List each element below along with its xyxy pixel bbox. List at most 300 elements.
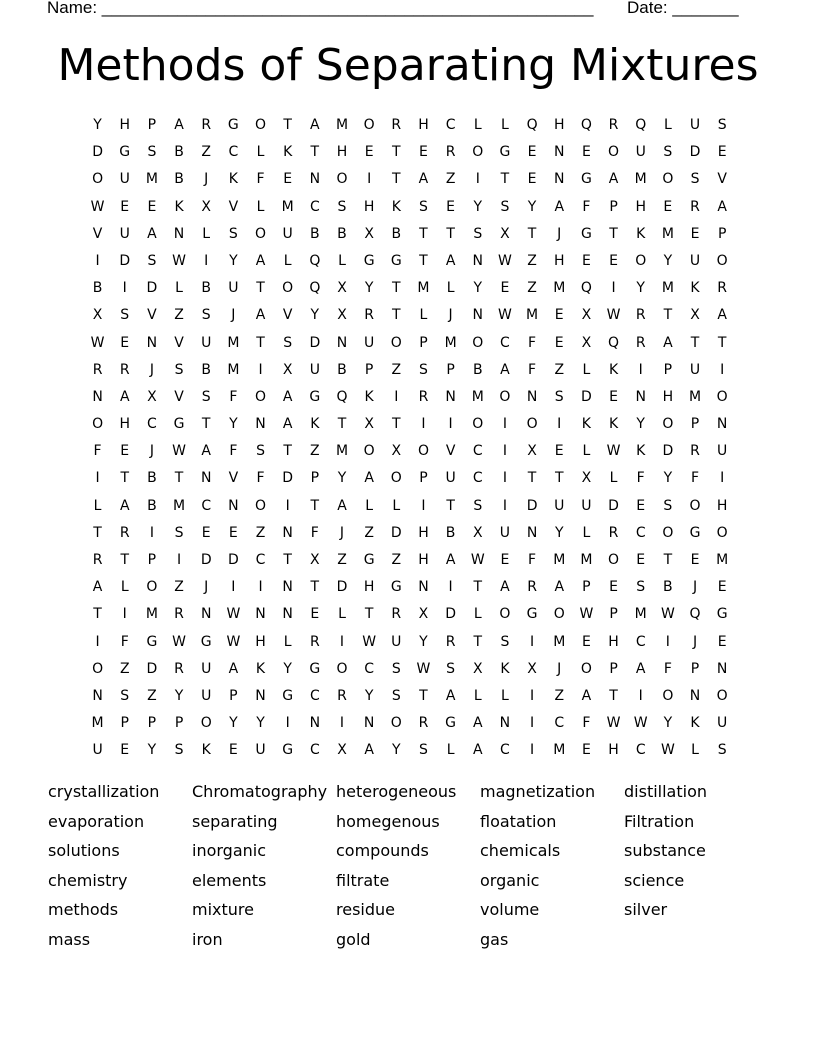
grid-letter: H: [662, 388, 674, 405]
grid-letter: I: [557, 416, 562, 433]
grid-letter: M: [661, 280, 674, 297]
grid-letter: F: [528, 552, 537, 568]
grid-letter: T: [419, 225, 428, 242]
word-list-item: inorganic: [192, 841, 267, 861]
grid-letter: X: [472, 660, 483, 677]
grid-letter: U: [391, 633, 402, 650]
grid-letter: T: [283, 117, 292, 133]
grid-letter: E: [636, 552, 646, 568]
grid-letter: J: [149, 361, 154, 378]
grid-letter: E: [609, 388, 618, 405]
grid-letter: T: [310, 579, 320, 596]
grid-letter: T: [527, 470, 537, 487]
grid-letter: P: [364, 361, 374, 378]
grid-letter: J: [557, 660, 562, 677]
grid-letter: U: [282, 225, 293, 242]
grid-letter: A: [663, 334, 673, 351]
grid-letter: X: [581, 307, 592, 324]
grid-letter: J: [339, 524, 345, 541]
grid-letter: E: [120, 742, 130, 759]
grid-letter: G: [689, 524, 701, 541]
grid-letter: A: [500, 579, 510, 596]
grid-letter: K: [201, 742, 211, 759]
grid-letter: G: [282, 742, 294, 759]
grid-letter: R: [635, 334, 646, 351]
grid-letter: Z: [364, 524, 374, 541]
grid-letter: Y: [229, 252, 238, 269]
grid-letter: G: [390, 579, 402, 596]
grid-letter: L: [419, 307, 428, 324]
grid-letter: T: [174, 470, 184, 487]
grid-letter: L: [256, 144, 265, 161]
grid-letter: P: [147, 117, 157, 133]
grid-letter: H: [363, 198, 375, 215]
grid-row: [84, 112, 736, 139]
grid-letter: E: [581, 742, 591, 759]
grid-letter: Z: [554, 687, 565, 704]
word-list: [48, 777, 778, 955]
grid-letter: G: [580, 171, 592, 188]
grid-letter: X: [391, 443, 402, 460]
grid-letter: L: [256, 198, 265, 215]
grid-letter: N: [146, 334, 158, 351]
grid-letter: I: [638, 361, 643, 378]
grid-letter: M: [417, 280, 430, 297]
grid-letter: L: [609, 470, 618, 487]
grid-letter: I: [285, 497, 290, 514]
grid-row: [84, 737, 736, 764]
grid-letter: S: [636, 579, 646, 596]
grid-letter: T: [283, 443, 292, 460]
grid-letter: B: [310, 225, 320, 242]
grid-letter: E: [147, 198, 157, 215]
grid-letter: I: [176, 552, 182, 568]
grid-letter: C: [364, 660, 375, 677]
grid-letter: R: [690, 198, 700, 215]
grid-letter: R: [201, 117, 212, 133]
grid-letter: R: [445, 144, 456, 161]
grid-letter: W: [226, 606, 241, 623]
grid-letter: E: [500, 552, 510, 568]
grid-letter: T: [473, 633, 483, 650]
grid-letter: B: [445, 524, 456, 541]
grid-letter: K: [255, 660, 266, 677]
grid-letter: I: [530, 687, 535, 704]
grid-letter: Y: [256, 715, 265, 732]
grid-letter: X: [337, 307, 347, 324]
grid-letter: R: [391, 606, 402, 623]
grid-letter: J: [448, 307, 453, 324]
grid-letter: B: [201, 361, 211, 378]
word-list-item: magnetization: [480, 782, 596, 801]
word-list-item: homegenous: [336, 811, 440, 831]
grid-letter: F: [256, 171, 265, 188]
grid-letter: L: [582, 361, 591, 378]
grid-letter: M: [634, 171, 647, 188]
grid-letter: Y: [283, 660, 292, 677]
grid-letter: D: [309, 334, 321, 351]
grid-letter: J: [557, 225, 562, 242]
grid-letter: O: [255, 497, 267, 514]
grid-letter: L: [691, 742, 699, 759]
grid-letter: Y: [147, 742, 157, 759]
grid-letter: N: [309, 715, 321, 732]
grid-letter: B: [472, 361, 483, 378]
grid-letter: L: [663, 117, 672, 133]
grid-letter: G: [390, 252, 402, 269]
grid-letter: O: [255, 388, 267, 405]
grid-letter: Z: [255, 524, 266, 541]
grid-letter: P: [310, 470, 320, 487]
grid-letter: O: [472, 416, 484, 433]
grid-letter: Y: [337, 470, 347, 487]
word-list-item: heterogeneous: [336, 782, 457, 801]
grid-letter: O: [662, 687, 674, 704]
grid-letter: A: [554, 579, 565, 596]
grid-letter: A: [554, 198, 565, 215]
grid-letter: W: [90, 198, 105, 215]
grid-letter: N: [282, 606, 293, 623]
grid-letter: T: [392, 144, 401, 161]
grid-letter: H: [119, 416, 130, 433]
grid-letter: O: [716, 252, 728, 269]
grid-letter: I: [204, 252, 209, 269]
grid-letter: N: [92, 687, 103, 704]
grid-letter: S: [120, 687, 130, 704]
grid-letter: I: [530, 742, 535, 759]
grid-letter: O: [472, 144, 484, 161]
grid-letter: W: [606, 443, 621, 460]
grid-letter: T: [310, 497, 320, 514]
grid-letter: R: [717, 280, 728, 297]
grid-letter: I: [394, 388, 399, 405]
grid-letter: O: [716, 524, 728, 541]
grid-letter: O: [662, 524, 674, 541]
grid-letter: M: [553, 633, 566, 650]
grid-letter: S: [283, 334, 293, 351]
grid-letter: R: [445, 633, 456, 650]
grid-letter: Y: [636, 416, 645, 433]
grid-letter: K: [391, 198, 401, 215]
grid-letter: D: [146, 660, 158, 677]
grid-letter: D: [526, 497, 538, 514]
grid-letter: O: [553, 606, 565, 623]
grid-letter: P: [120, 715, 129, 732]
grid-letter: X: [418, 606, 429, 623]
grid-letter: I: [638, 687, 643, 704]
grid-letter: T: [554, 470, 564, 487]
grid-row: [84, 493, 736, 520]
grid-letter: T: [663, 552, 673, 568]
grid-letter: I: [95, 252, 100, 269]
grid-letter: V: [717, 171, 727, 188]
grid-letter: S: [419, 361, 428, 378]
grid-row: [84, 683, 736, 710]
grid-letter: S: [419, 198, 428, 215]
grid-letter: S: [174, 524, 184, 541]
grid-letter: J: [231, 307, 236, 324]
grid-letter: E: [581, 252, 591, 269]
letter-grid: [84, 112, 736, 765]
grid-letter: Q: [309, 280, 321, 297]
grid-letter: O: [635, 252, 647, 269]
grid-letter: N: [92, 388, 103, 405]
grid-letter: Y: [663, 470, 673, 487]
grid-letter: T: [527, 225, 537, 242]
grid-letter: Y: [364, 280, 374, 297]
grid-letter: N: [499, 715, 511, 732]
grid-letter: A: [472, 715, 483, 732]
grid-letter: O: [390, 334, 402, 351]
grid-letter: M: [634, 606, 647, 623]
grid-letter: J: [692, 579, 698, 596]
word-list-item: chemicals: [480, 841, 561, 861]
grid-letter: U: [201, 660, 212, 677]
grid-letter: N: [309, 171, 321, 188]
grid-letter: N: [418, 579, 429, 596]
grid-letter: P: [609, 198, 618, 215]
grid-letter: U: [309, 361, 320, 378]
grid-letter: Q: [580, 280, 592, 297]
grid-letter: K: [283, 144, 293, 161]
grid-letter: R: [92, 361, 103, 378]
grid-letter: S: [473, 497, 483, 514]
grid-letter: R: [391, 117, 402, 133]
grid-letter: F: [690, 470, 700, 487]
grid-letter: I: [367, 171, 372, 188]
grid-letter: G: [227, 117, 239, 133]
grid-letter: G: [716, 606, 728, 623]
grid-letter: L: [446, 742, 455, 759]
grid-letter: A: [228, 660, 239, 677]
grid-letter: B: [391, 225, 402, 242]
grid-letter: P: [446, 361, 455, 378]
grid-letter: R: [119, 524, 130, 541]
grid-letter: W: [470, 552, 485, 568]
grid-letter: T: [609, 687, 618, 704]
grid-letter: M: [553, 280, 566, 297]
grid-letter: N: [200, 606, 212, 623]
grid-letter: K: [581, 416, 591, 433]
grid-letter: S: [554, 388, 564, 405]
grid-letter: H: [553, 252, 565, 269]
grid-letter: D: [227, 552, 239, 568]
grid-letter: S: [391, 660, 401, 677]
grid-row: [84, 194, 736, 221]
grid-letter: C: [635, 742, 646, 759]
grid-letter: C: [309, 198, 320, 215]
grid-row: [84, 629, 736, 656]
grid-letter: L: [473, 606, 482, 623]
grid-letter: U: [689, 252, 701, 269]
grid-letter: I: [502, 416, 507, 433]
grid-letter: I: [339, 715, 345, 732]
grid-letter: A: [445, 552, 456, 568]
grid-letter: Y: [392, 742, 401, 759]
grid-letter: Z: [310, 443, 320, 460]
grid-letter: U: [228, 280, 239, 297]
grid-letter: L: [501, 117, 509, 133]
grid-letter: Y: [229, 416, 238, 433]
grid-letter: U: [717, 443, 728, 460]
grid-letter: O: [608, 552, 620, 568]
grid-letter: S: [174, 361, 184, 378]
grid-letter: Z: [391, 361, 402, 378]
grid-letter: I: [149, 524, 154, 541]
grid-letter: D: [689, 144, 701, 161]
grid-letter: N: [228, 497, 239, 514]
grid-letter: K: [636, 443, 646, 460]
grid-letter: I: [475, 171, 480, 188]
grid-letter: U: [201, 334, 212, 351]
grid-letter: I: [448, 416, 453, 433]
grid-letter: N: [526, 388, 538, 405]
grid-letter: S: [717, 117, 727, 133]
grid-letter: U: [364, 334, 375, 351]
grid-letter: G: [146, 633, 158, 650]
grid-letter: D: [146, 280, 158, 297]
grid-letter: W: [362, 633, 377, 650]
grid-letter: A: [581, 687, 592, 704]
grid-letter: L: [365, 497, 374, 514]
grid-letter: X: [472, 524, 483, 541]
grid-letter: O: [390, 470, 402, 487]
grid-row: [84, 465, 736, 492]
grid-letter: Y: [229, 715, 238, 732]
grid-row: [84, 574, 736, 601]
grid-letter: K: [690, 280, 700, 297]
grid-letter: K: [690, 715, 700, 732]
grid-letter: O: [92, 660, 104, 677]
grid-letter: R: [635, 307, 646, 324]
grid-letter: Q: [580, 117, 592, 133]
grid-letter: I: [285, 715, 290, 732]
grid-letter: A: [608, 171, 619, 188]
grid-letter: X: [92, 307, 103, 324]
grid-letter: T: [663, 307, 673, 324]
grid-letter: C: [147, 416, 157, 433]
grid-letter: P: [229, 687, 238, 704]
grid-letter: L: [93, 497, 102, 514]
grid-letter: C: [309, 687, 320, 704]
grid-letter: E: [500, 280, 510, 297]
grid-letter: O: [499, 388, 511, 405]
grid-letter: E: [120, 198, 130, 215]
grid-letter: G: [499, 144, 511, 161]
grid-letter: G: [363, 552, 375, 568]
grid-letter: T: [446, 225, 455, 242]
grid-letter: L: [338, 606, 346, 623]
grid-letter: T: [392, 416, 401, 433]
grid-letter: Z: [147, 687, 157, 704]
word-list-item: crystallization: [48, 782, 160, 801]
grid-letter: L: [202, 225, 211, 242]
grid-letter: K: [608, 361, 619, 378]
grid-letter: M: [716, 552, 729, 568]
grid-letter: Q: [635, 117, 647, 133]
word-list-item: organic: [480, 870, 540, 890]
grid-letter: N: [173, 225, 185, 242]
grid-letter: O: [336, 171, 348, 188]
grid-letter: N: [445, 388, 456, 405]
grid-letter: O: [146, 579, 158, 596]
grid-row: [84, 601, 736, 628]
grid-letter: K: [364, 388, 374, 405]
grid-letter: F: [636, 470, 645, 487]
grid-letter: B: [663, 579, 673, 596]
grid-row: [84, 357, 736, 384]
grid-letter: E: [201, 524, 211, 541]
word-list-item: Chromatography: [192, 782, 328, 801]
grid-letter: N: [282, 579, 293, 596]
word-list-item: silver: [624, 900, 668, 920]
grid-letter: X: [282, 361, 293, 378]
grid-letter: U: [689, 117, 701, 133]
grid-letter: O: [662, 171, 674, 188]
grid-letter: D: [662, 443, 674, 460]
grid-letter: G: [200, 633, 212, 650]
grid-letter: J: [692, 633, 698, 650]
grid-letter: S: [256, 443, 265, 460]
grid-letter: E: [419, 144, 428, 161]
grid-letter: I: [720, 470, 725, 487]
grid-letter: D: [200, 552, 212, 568]
grid-letter: E: [717, 633, 727, 650]
grid-letter: B: [337, 361, 347, 378]
grid-letter: F: [93, 443, 102, 460]
grid-letter: A: [255, 252, 266, 269]
grid-letter: A: [119, 497, 130, 514]
grid-letter: M: [661, 225, 674, 242]
grid-letter: M: [335, 443, 349, 460]
grid-letter: A: [472, 742, 483, 759]
grid-letter: W: [226, 633, 241, 650]
grid-letter: I: [95, 470, 100, 487]
grid-row: [84, 166, 736, 193]
grid-letter: T: [690, 334, 700, 351]
grid-letter: W: [579, 606, 594, 623]
grid-letter: S: [337, 198, 347, 215]
grid-letter: X: [337, 742, 347, 759]
grid-letter: W: [172, 252, 186, 269]
grid-letter: O: [580, 660, 592, 677]
grid-letter: W: [660, 742, 675, 759]
grid-row: [84, 330, 736, 357]
word-list-item: mixture: [192, 900, 254, 920]
grid-letter: E: [364, 144, 374, 161]
grid-letter: H: [635, 198, 646, 215]
grid-letter: X: [527, 660, 537, 677]
grid-letter: M: [580, 552, 593, 568]
grid-letter: U: [92, 742, 103, 759]
grid-letter: O: [417, 443, 429, 460]
grid-letter: C: [472, 470, 483, 487]
grid-letter: Y: [473, 198, 483, 215]
grid-letter: C: [309, 742, 320, 759]
grid-letter: I: [502, 443, 507, 460]
grid-row: [84, 302, 736, 329]
grid-letter: M: [471, 388, 484, 405]
grid-letter: E: [527, 171, 537, 188]
grid-letter: S: [147, 144, 157, 161]
grid-letter: T: [473, 579, 483, 596]
grid-letter: Z: [527, 280, 537, 297]
grid-letter: X: [581, 470, 592, 487]
grid-letter: V: [228, 198, 239, 215]
grid-letter: C: [472, 443, 483, 460]
grid-letter: Y: [663, 252, 673, 269]
grid-letter: F: [528, 361, 537, 378]
